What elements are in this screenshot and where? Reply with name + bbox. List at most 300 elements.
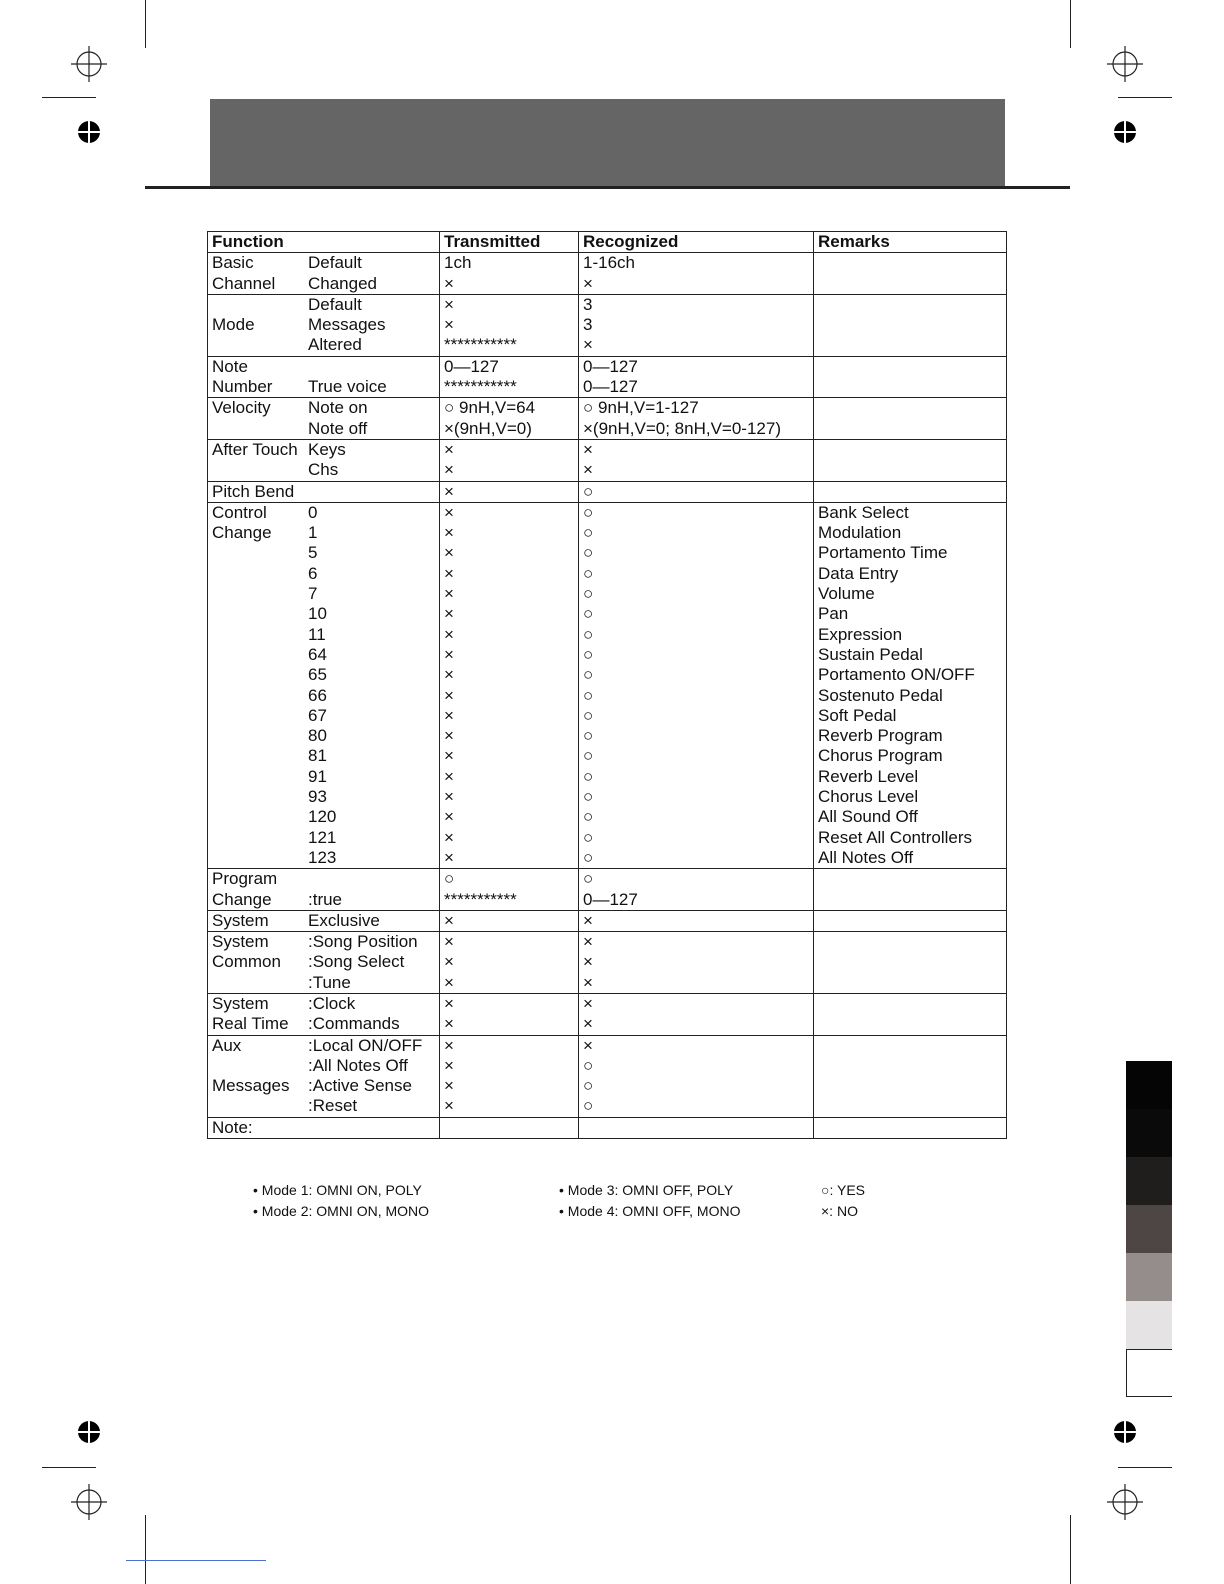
cell-value: Sostenuto Pedal [818,685,943,705]
cell-value: × [444,644,454,664]
cell-value [583,1118,809,1138]
recognized-cell [579,910,814,931]
cell-value: 3 [583,294,593,314]
transmitted-cell [440,932,579,994]
cell-value: ○ [583,1096,594,1116]
function-label [212,767,308,787]
cell-value [444,1118,574,1138]
function-label: Aux [212,1035,242,1055]
cell-value: 3 [583,315,593,335]
function-sublabel: 81 [308,746,327,766]
cell-value: ×(9nH,V=0; 8nH,V=0-127) [583,418,781,438]
cell-value: ○ [583,746,594,766]
cell-value: × [444,827,454,847]
cell-value: ○ [583,827,594,847]
crop-mark [1118,97,1172,98]
cell-value: × [583,1035,593,1055]
function-cell [208,1117,440,1138]
function-label [212,625,308,645]
registration-mark-icon [1107,1484,1143,1520]
cell-value: ○ [583,807,594,827]
cell-value [818,973,1002,993]
remarks-cell [814,993,1007,1035]
function-label: Real Time [212,1014,289,1034]
transmitted-cell [440,356,579,398]
cell-value: ○ [583,1076,594,1096]
table-row [208,869,1007,911]
cell-value: 0—127 [583,377,638,397]
cell-value [818,869,1002,889]
cell-value: × [583,932,593,952]
cell-value [818,1056,1002,1076]
function-sublabel: True voice [308,377,387,397]
function-sublabel: :Song Select [308,952,405,972]
recognized-cell [579,356,814,398]
function-sublabel [308,482,435,502]
cell-value: Modulation [818,523,902,543]
cell-value: × [444,847,454,867]
function-sublabel: 10 [308,604,327,624]
function-label: Pitch Bend [212,481,295,501]
cell-value: ○ [583,543,594,563]
cell-value [818,419,1002,439]
crop-mark [126,1560,266,1561]
function-label [212,828,308,848]
recognized-cell [579,932,814,994]
function-sublabel: Changed [308,273,378,293]
function-label [212,807,308,827]
function-sublabel: 80 [308,726,327,746]
column-header-label: Transmitted [444,232,541,251]
cell-value: × [583,335,593,355]
transmitted-cell [440,869,579,911]
table-row [208,439,1007,481]
function-cell [208,993,440,1035]
function-sublabel: :Clock [308,993,356,1013]
table-row [208,253,1007,295]
table-row [208,1035,1007,1117]
crop-mark [42,97,96,98]
cell-value: ○ [583,665,594,685]
cell-value: × [444,460,454,480]
cell-value [818,315,1002,335]
column-header-label: Function [212,232,284,251]
cell-value: Portamento Time [818,543,948,563]
function-label: Messages [212,1076,290,1096]
cell-value: × [444,273,454,293]
table-row [208,294,1007,356]
cell-value [818,482,1002,502]
function-cell [208,502,440,868]
cell-value: × [444,543,454,563]
function-sublabel: 93 [308,787,327,807]
cell-value [818,377,1002,397]
function-label [212,543,308,563]
cell-value: Volume [818,584,875,604]
cell-value [818,911,1002,931]
cell-value: × [444,563,454,583]
column-header-label: Remarks [818,232,890,251]
function-cell [208,253,440,295]
cell-value: × [444,705,454,725]
cell-value: 0—127 [583,889,638,909]
cell-value: 0—127 [444,356,499,376]
cell-value: × [444,807,454,827]
cell-value: ○ [583,584,594,604]
cell-value: × [444,1035,454,1055]
function-sublabel [308,869,435,889]
function-cell [208,481,440,502]
cell-value: × [583,273,593,293]
cell-value: × [444,766,454,786]
function-label: Note: [212,1117,253,1137]
remarks-cell [814,439,1007,481]
function-cell [208,869,440,911]
column-header [579,232,814,253]
function-sublabel: 120 [308,807,337,827]
remarks-cell [814,1117,1007,1138]
cell-value: Reverb Level [818,766,919,786]
cell-value: ○ [583,685,594,705]
cell-value: Portamento ON/OFF [818,665,975,685]
function-label: Number [212,377,273,397]
function-cell [208,356,440,398]
legend-symbols [821,1180,865,1222]
function-sublabel: :All Notes Off [308,1055,408,1075]
recognized-cell [579,439,814,481]
function-sublabel: Altered [308,335,362,355]
remarks-cell [814,932,1007,994]
cell-value: × [444,315,454,335]
table-row [208,356,1007,398]
function-sublabel: 67 [308,705,327,725]
cell-value: *********** [444,335,517,355]
legend-item: • Mode 2: OMNI ON, MONO [253,1203,430,1219]
function-sublabel: Exclusive [308,910,380,930]
cell-value [818,253,1002,273]
function-sublabel: :Reset [308,1096,358,1116]
remarks-cell [814,253,1007,295]
cell-value: × [583,460,593,480]
register-target-icon [78,121,100,143]
remarks-cell [814,294,1007,356]
cell-value: × [444,685,454,705]
cell-value: Data Entry [818,563,899,583]
remarks-cell [814,910,1007,931]
cell-value: × [444,1014,454,1034]
cell-value [818,357,1002,377]
cell-value: × [583,972,593,992]
function-label: Change [212,523,272,543]
cell-value [818,1118,1002,1138]
crop-mark [145,0,146,48]
function-sublabel: Default [308,294,362,314]
cell-value: ○ [583,1055,594,1075]
transmitted-cell [440,1117,579,1138]
cell-value: ○ [583,787,594,807]
table-row [208,1117,1007,1138]
remarks-cell [814,398,1007,440]
cell-value: × [444,993,454,1013]
function-label [212,419,308,439]
cell-value: *********** [444,377,517,397]
cell-value: Bank Select [818,502,909,522]
remarks-cell [814,869,1007,911]
function-cell [208,439,440,481]
cell-value: ○ [444,869,455,889]
recognized-cell [579,253,814,295]
crop-mark [1070,1515,1071,1584]
recognized-cell [579,993,814,1035]
function-label: Mode [212,315,255,335]
midi-implementation-table [207,231,1007,1139]
cell-value: ○ [583,563,594,583]
table-row [208,910,1007,931]
header-bar [210,99,1005,187]
function-label: Basic [212,253,254,273]
function-label: Change [212,889,272,909]
cell-value [818,890,1002,910]
function-sublabel: Keys [308,439,346,459]
function-label: Note [212,356,248,376]
cell-value: ○ [583,726,594,746]
legend-modes-3-4 [559,1180,740,1222]
transmitted-cell [440,439,579,481]
function-sublabel: Messages [308,315,386,335]
cell-value: × [583,439,593,459]
function-sublabel: :Local ON/OFF [308,1035,423,1055]
legend-item: • Mode 4: OMNI OFF, MONO [559,1203,741,1219]
function-cell [208,910,440,931]
function-sublabel: 0 [308,502,318,522]
function-label: System [212,993,269,1013]
function-label: System [212,932,269,952]
registration-mark-icon [1107,46,1143,82]
registration-mark-icon [71,1484,107,1520]
remarks-cell [814,356,1007,398]
color-swatch [1126,1253,1172,1301]
color-swatch [1126,1157,1172,1205]
cell-value [818,295,1002,315]
function-label [212,1096,308,1116]
table-row [208,481,1007,502]
cell-value: ○ 9nH,V=1-127 [583,398,699,418]
cell-value: 1-16ch [583,253,635,273]
transmitted-cell [440,1035,579,1117]
function-cell [208,1035,440,1117]
transmitted-cell [440,502,579,868]
legend-item: • Mode 1: OMNI ON, POLY [253,1182,422,1198]
function-sublabel [308,357,435,377]
cell-value: 0—127 [583,356,638,376]
cell-value [818,460,1002,480]
cell-value: × [444,502,454,522]
cell-value: × [444,1076,454,1096]
transmitted-cell [440,398,579,440]
color-swatch [1126,1109,1172,1157]
register-target-icon [1114,121,1136,143]
function-sublabel: Note off [308,418,368,438]
remarks-cell [814,1035,1007,1117]
cell-value [818,1014,1002,1034]
cell-value [818,952,1002,972]
function-sublabel: 121 [308,827,337,847]
function-label [212,848,308,868]
transmitted-cell [440,253,579,295]
recognized-cell [579,1035,814,1117]
function-label [212,335,308,355]
cell-value: Expression [818,624,903,644]
function-label [212,686,308,706]
recognized-cell [579,481,814,502]
registration-mark-icon [71,46,107,82]
crop-mark [1070,0,1071,48]
cell-value: Chorus Level [818,787,919,807]
cell-value: ○ [583,644,594,664]
function-sublabel: 1 [308,523,318,543]
function-label: Control [212,502,267,522]
legend-item: ○: YES [821,1182,865,1198]
function-label [212,604,308,624]
recognized-cell [579,398,814,440]
function-label [212,295,308,315]
transmitted-cell [440,993,579,1035]
cell-value: ○ [583,481,594,501]
function-label: Channel [212,273,276,293]
table-row [208,993,1007,1035]
function-sublabel: 91 [308,766,327,786]
function-sublabel: 66 [308,685,327,705]
function-label [212,564,308,584]
cell-value: ○ [583,766,594,786]
function-label: System [212,910,269,930]
transmitted-cell [440,294,579,356]
function-cell [208,294,440,356]
function-sublabel: Default [308,253,362,273]
function-label [212,726,308,746]
register-target-icon [78,1421,100,1443]
cell-value: ×(9nH,V=0) [444,418,532,438]
function-label [212,645,308,665]
cell-value: × [444,1055,454,1075]
color-swatch [1126,1349,1172,1397]
cell-value: × [444,787,454,807]
cell-value: ○ [583,604,594,624]
function-label: Velocity [212,398,271,418]
crop-mark [1118,1467,1172,1468]
cell-value: Sustain Pedal [818,644,923,664]
cell-value: Reset All Controllers [818,827,973,847]
table-row [208,502,1007,868]
column-header [814,232,1007,253]
transmitted-cell [440,481,579,502]
cell-value [818,994,1002,1014]
cell-value: Reverb Program [818,726,943,746]
function-label [212,706,308,726]
recognized-cell [579,502,814,868]
legend-item: ×: NO [821,1203,858,1219]
remarks-cell [814,481,1007,502]
cell-value: × [444,584,454,604]
function-sublabel: 5 [308,543,318,563]
table-header-row [208,232,1007,253]
cell-value: Soft Pedal [818,705,897,725]
color-swatch [1126,1205,1172,1253]
color-swatch [1126,1061,1172,1109]
cell-value: × [444,624,454,644]
function-label [212,973,308,993]
function-sublabel: :Song Position [308,932,418,952]
function-sublabel: Chs [308,460,339,480]
crop-mark [42,1467,96,1468]
column-header [440,232,579,253]
cell-value: ○ [583,705,594,725]
transmitted-cell [440,910,579,931]
color-swatch [1126,1301,1172,1349]
cell-value: ○ [583,502,594,522]
cell-value [818,1096,1002,1116]
cell-value: ○ 9nH,V=64 [444,398,536,418]
cell-value: × [583,952,593,972]
cell-value [818,932,1002,952]
cell-value: × [444,726,454,746]
table-row [208,398,1007,440]
cell-value: × [444,294,454,314]
function-sublabel: :Tune [308,972,351,992]
header-rule [145,186,1070,189]
cell-value: ○ [583,624,594,644]
cell-value: *********** [444,889,517,909]
function-label: After Touch [212,439,298,459]
cell-value: × [444,439,454,459]
function-sublabel: 123 [308,847,337,867]
function-sublabel: 7 [308,584,318,604]
legend-item: • Mode 3: OMNI OFF, POLY [559,1182,734,1198]
cell-value [818,274,1002,294]
function-sublabel: 6 [308,563,318,583]
cell-value: × [444,972,454,992]
function-sublabel [308,1118,435,1138]
cell-value: × [444,952,454,972]
function-label [212,746,308,766]
register-target-icon [1114,1421,1136,1443]
function-sublabel: 64 [308,644,327,664]
function-sublabel: :Active Sense [308,1076,412,1096]
function-cell [208,398,440,440]
cell-value: ○ [583,847,594,867]
cell-value: ○ [583,523,594,543]
column-header [208,232,440,253]
function-label: Program [212,869,278,889]
function-sublabel: :true [308,889,343,909]
cell-value [818,335,1002,355]
cell-value: × [444,932,454,952]
function-sublabel: Note on [308,398,368,418]
cell-value [818,1076,1002,1096]
cell-value: × [444,604,454,624]
crop-mark [145,1515,146,1584]
cell-value: × [444,523,454,543]
function-cell [208,932,440,994]
cell-value: All Notes Off [818,847,914,867]
cell-value: × [583,910,593,930]
recognized-cell [579,1117,814,1138]
cell-value: × [444,665,454,685]
function-label [212,787,308,807]
recognized-cell [579,294,814,356]
cell-value: × [583,1014,593,1034]
function-label [212,584,308,604]
